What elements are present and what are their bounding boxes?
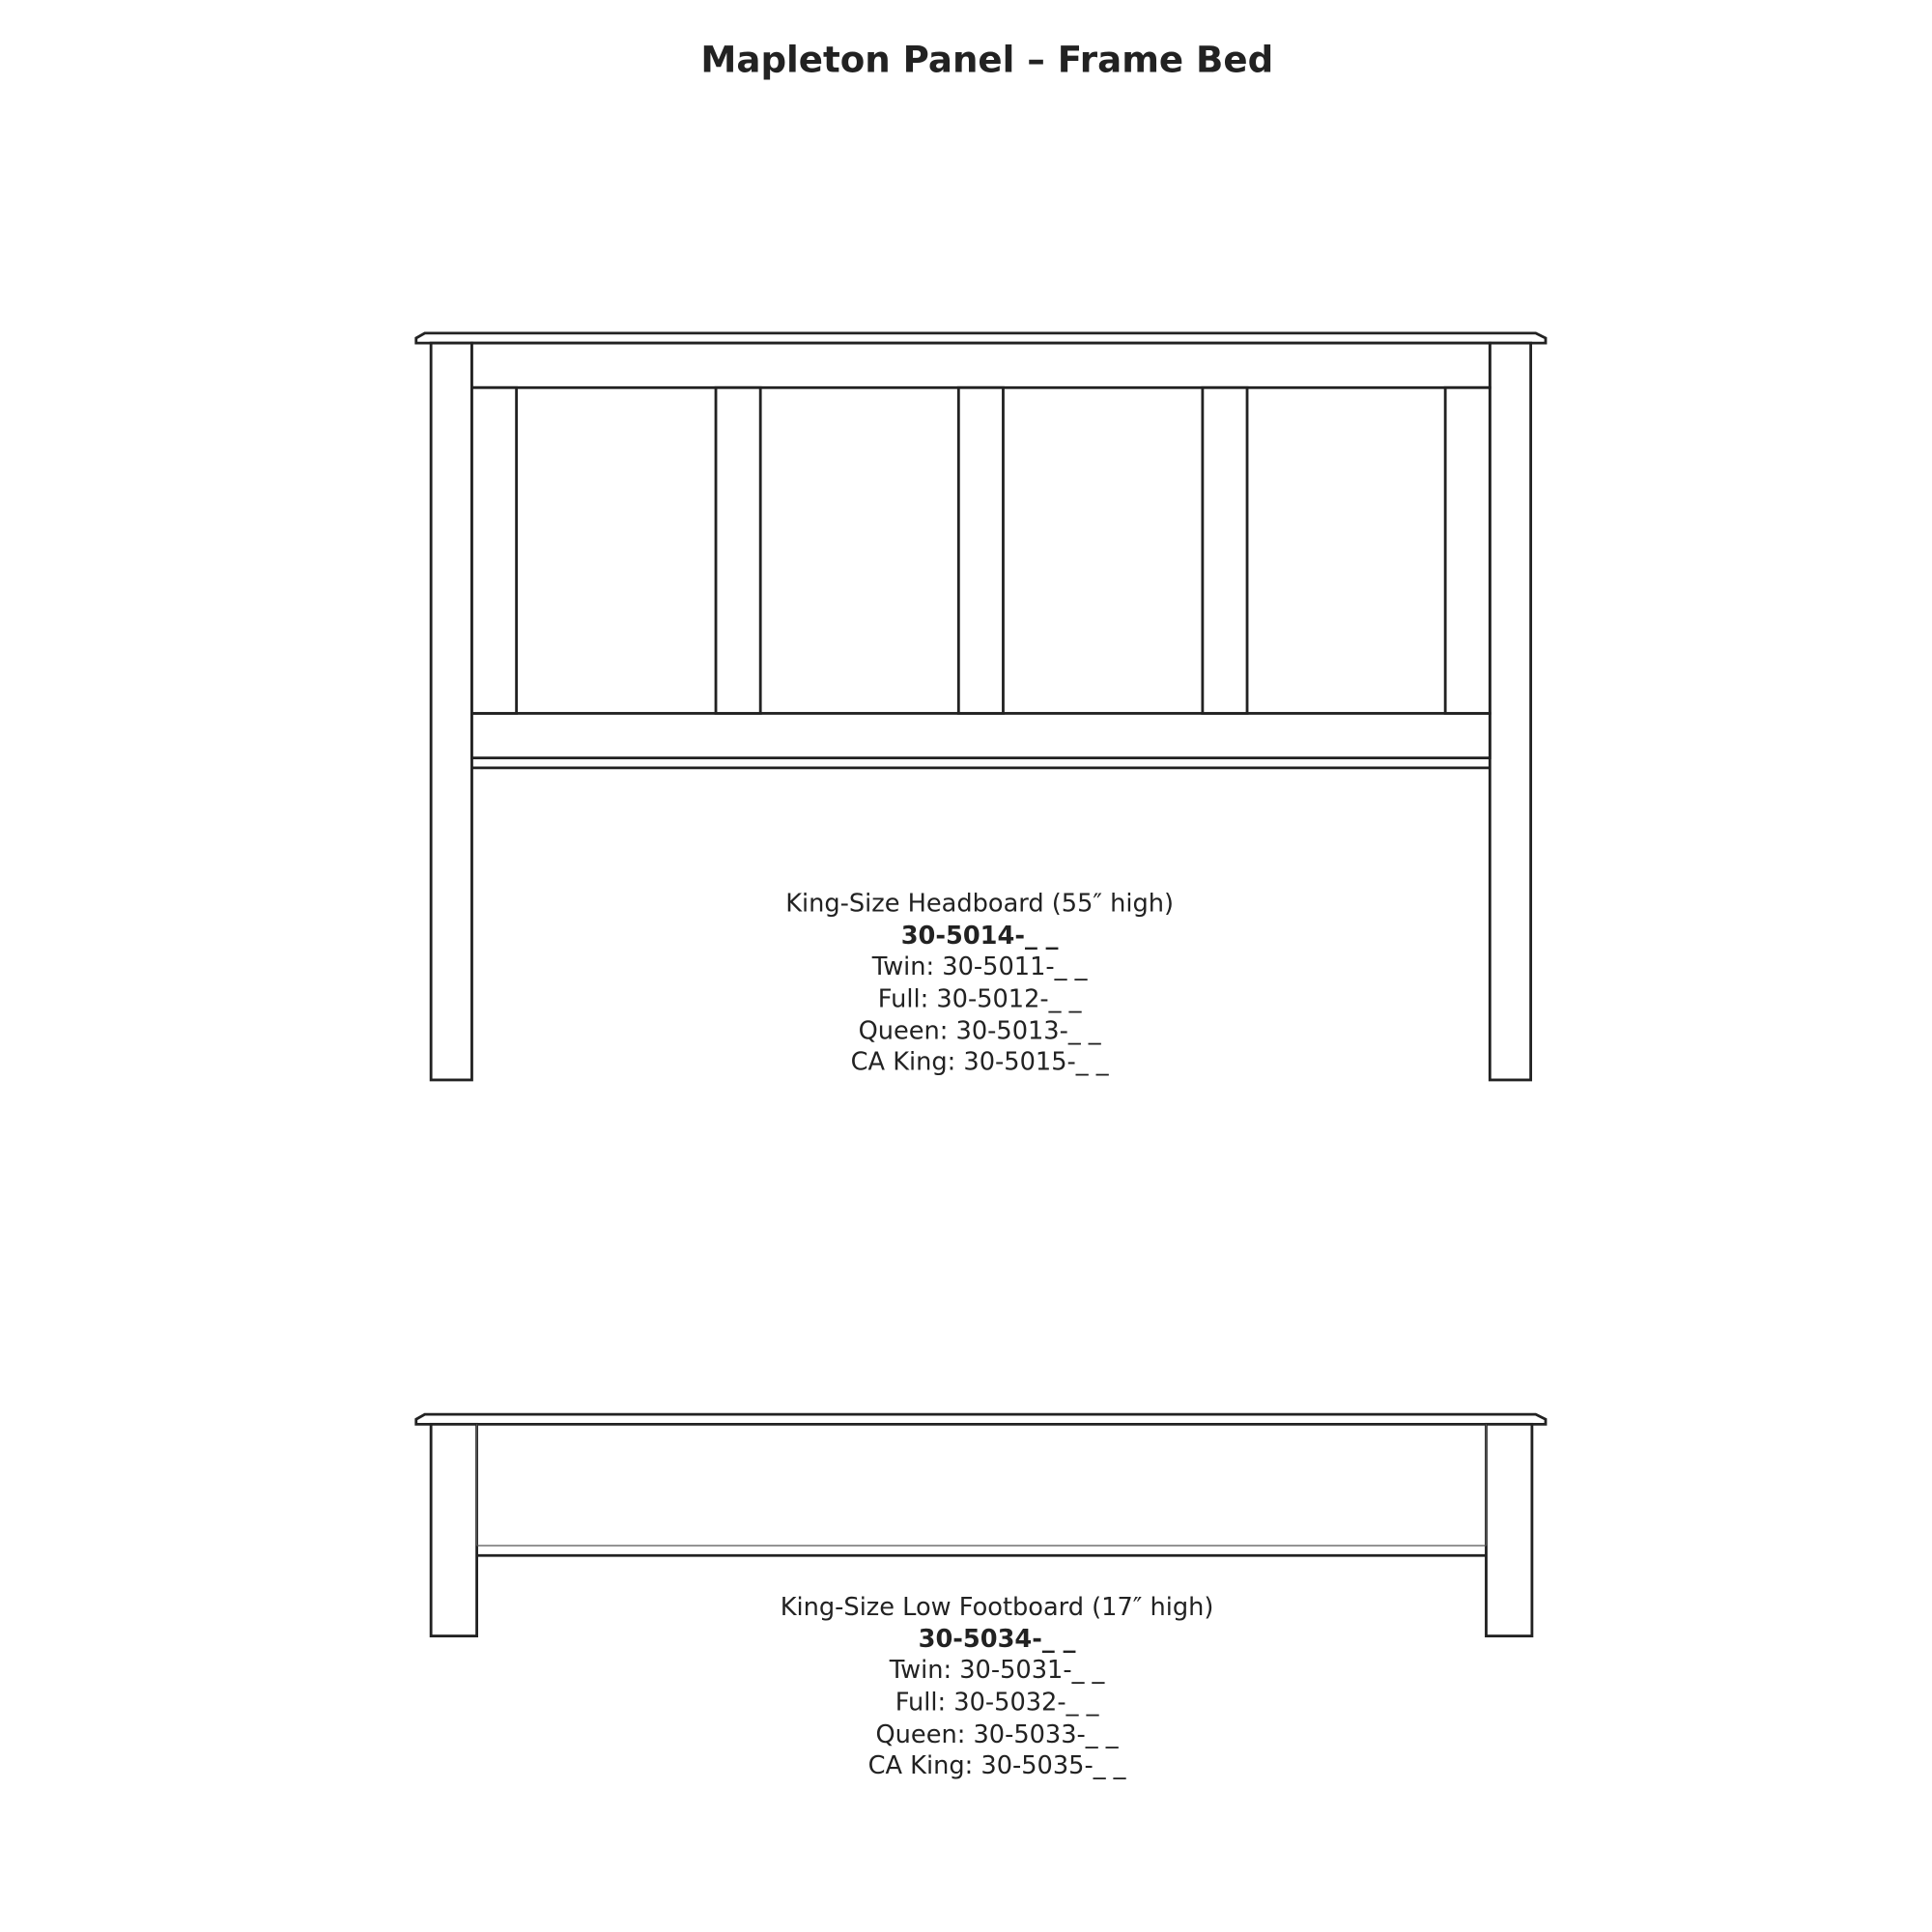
headboard-variant: Twin: 30-5011-_ _ [871, 952, 1088, 981]
footboard-sku: 30-5034-_ _ [918, 1625, 1076, 1655]
headboard-stile [1445, 387, 1490, 713]
headboard-sku: 30-5014-_ _ [900, 921, 1059, 951]
headboard-right-post [1490, 343, 1530, 1080]
headboard-left-post [431, 343, 471, 1080]
headboard-cap [416, 333, 1546, 343]
headboard-variant: CA King: 30-5015-_ _ [850, 1047, 1109, 1077]
footboard-label: King-Size Low Footboard (17″ high) [780, 1592, 1214, 1622]
footboard-variant: Queen: 30-5033-_ _ [875, 1719, 1119, 1749]
headboard-variant: Full: 30-5012-_ _ [877, 984, 1082, 1014]
headboard-variant: Queen: 30-5013-_ _ [858, 1016, 1101, 1046]
footboard-caption [781, 1593, 1214, 1780]
headboard-stile [1203, 387, 1247, 713]
footboard-variant: Twin: 30-5031-_ _ [889, 1656, 1105, 1686]
page-title: Mapleton Panel – Frame Bed [700, 38, 1274, 81]
headboard-stile [471, 387, 516, 713]
headboard-label: King-Size Headboard (55″ high) [785, 889, 1174, 919]
footboard-cap [416, 1414, 1546, 1424]
headboard-top-rail [471, 343, 1490, 387]
headboard-stile [716, 387, 760, 713]
footboard-left-post [431, 1424, 476, 1635]
footboard-variant: Full: 30-5032-_ _ [895, 1688, 1099, 1718]
headboard-caption [785, 890, 1174, 1077]
headboard-stile [958, 387, 1003, 713]
headboard-bottom-rail [471, 713, 1490, 757]
footboard-variant: CA King: 30-5035-_ _ [867, 1750, 1126, 1780]
footboard-right-post [1486, 1424, 1531, 1635]
